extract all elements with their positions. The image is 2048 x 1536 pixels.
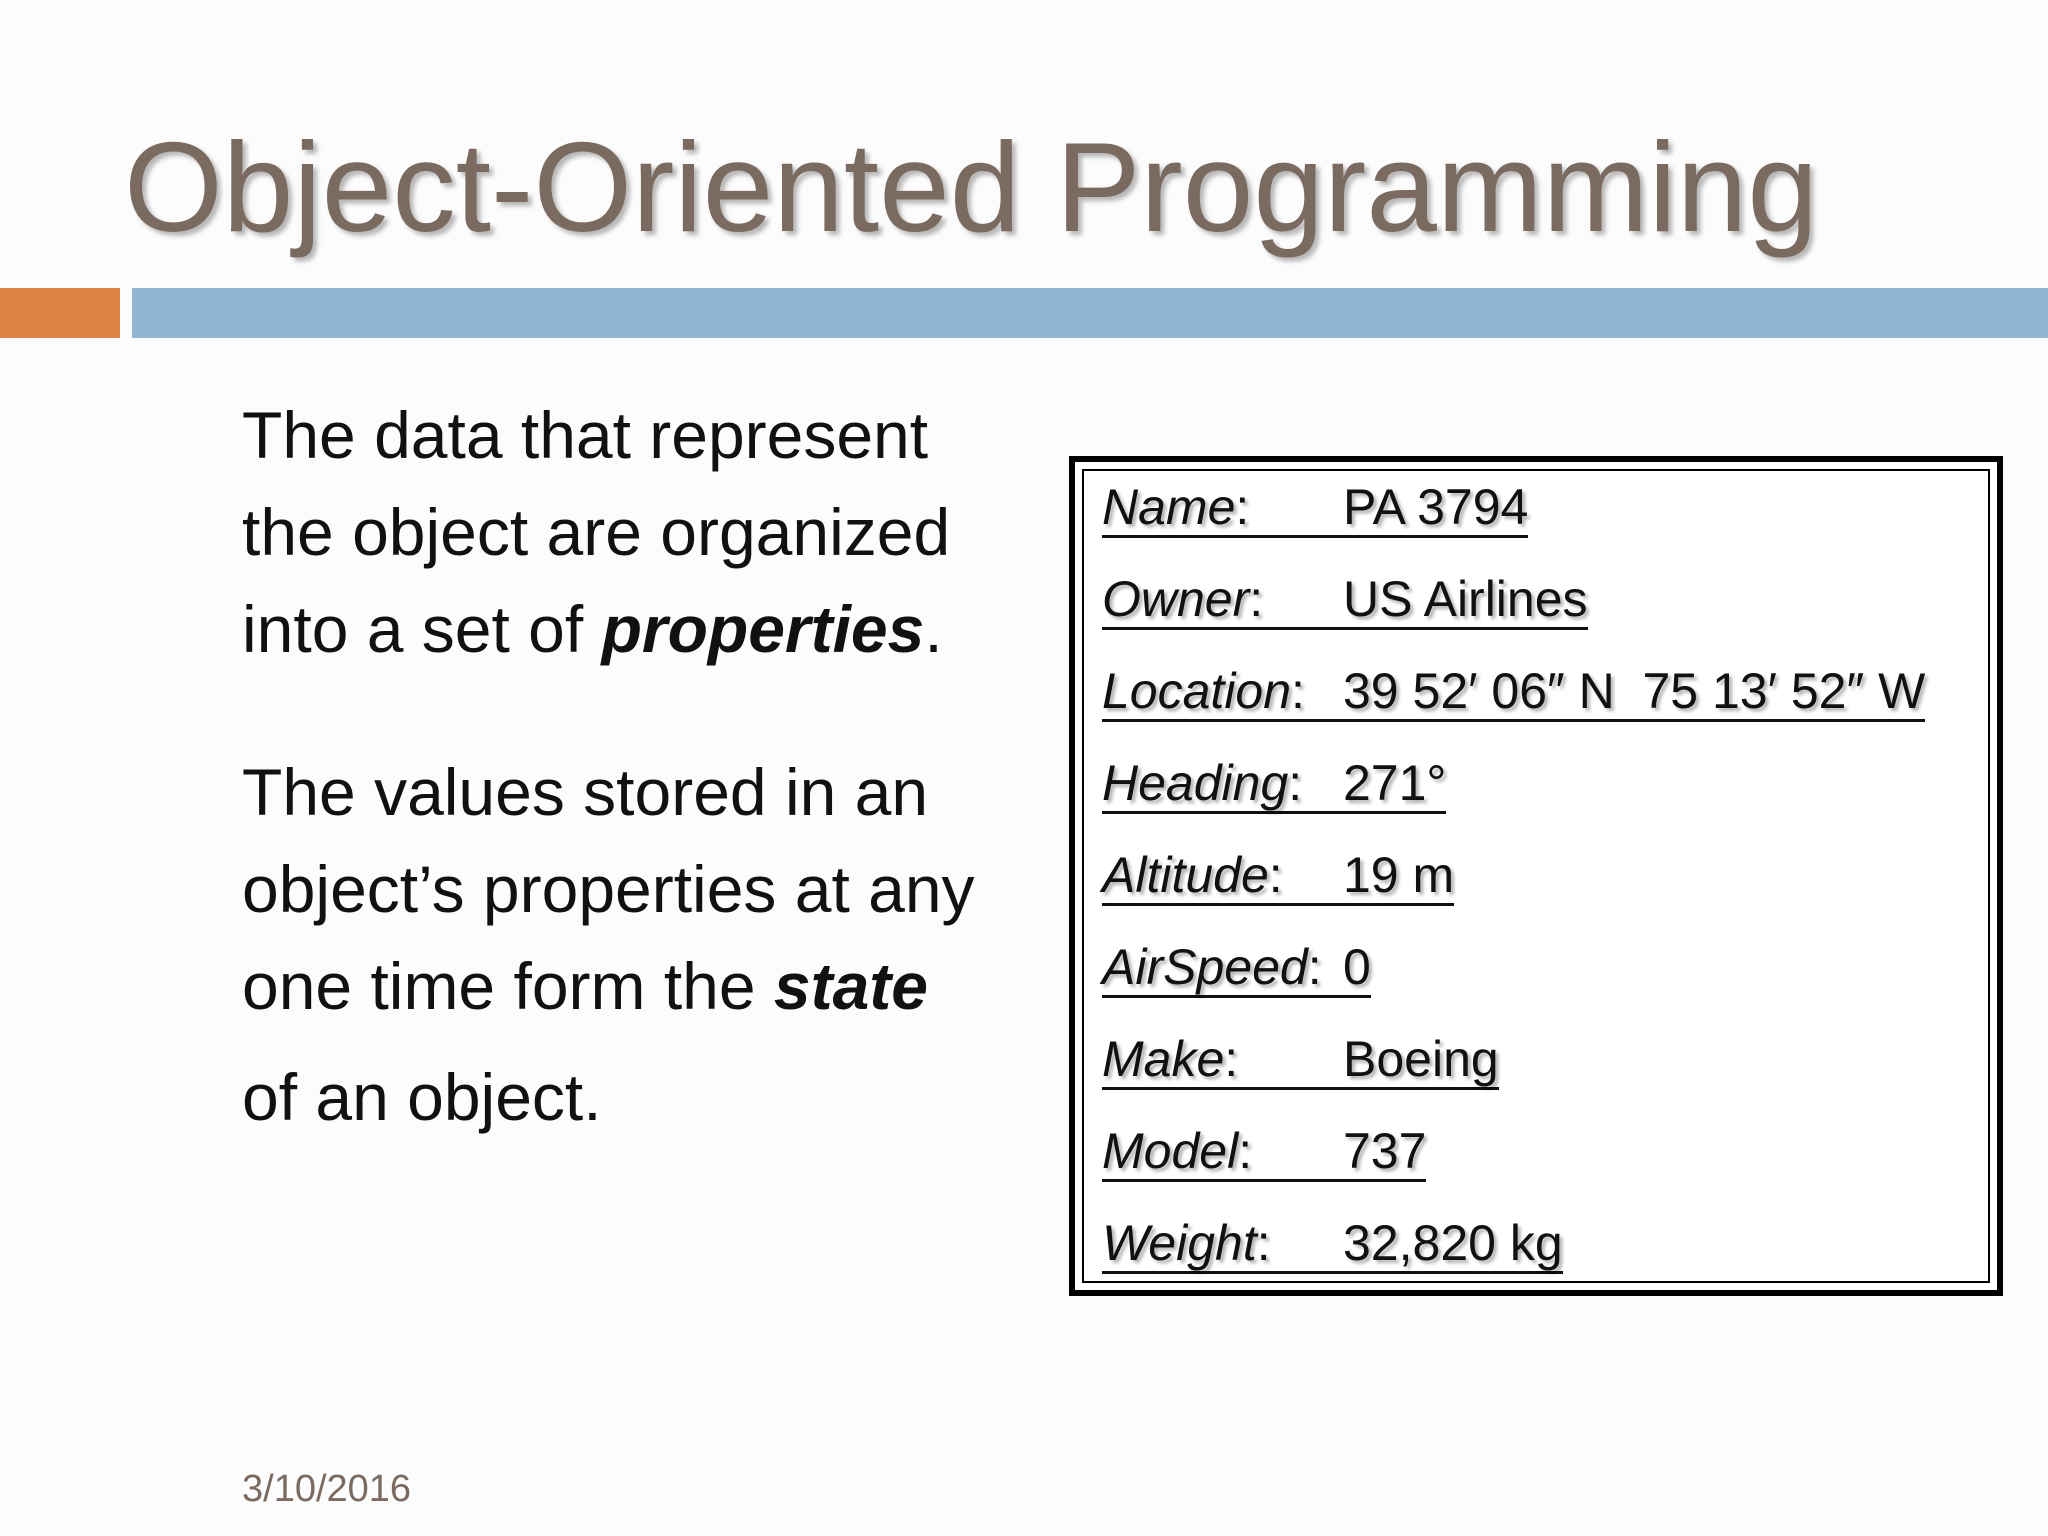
- property-label: Make: [1102, 1031, 1225, 1087]
- emphasis-state: state: [773, 949, 928, 1023]
- paragraph-state: [242, 744, 1062, 1146]
- property-row-model: Model: 737: [1102, 1123, 1426, 1182]
- paragraph-line: The values stored in an: [242, 755, 929, 829]
- paragraph-line: the object are organized: [242, 495, 951, 569]
- property-value: 271°: [1343, 755, 1447, 811]
- property-value: PA 3794: [1343, 479, 1529, 535]
- paragraph-line: object’s properties at any: [242, 852, 975, 926]
- accent-bar-blue: [132, 288, 2048, 338]
- property-label: Location: [1102, 663, 1292, 719]
- paragraph-line: of an object.: [242, 1060, 602, 1134]
- emphasis-properties: properties: [601, 592, 925, 666]
- property-label: Model: [1102, 1123, 1239, 1179]
- paragraph-line: into a set of: [242, 592, 602, 666]
- property-row-name: Name: PA 3794: [1102, 479, 1528, 538]
- property-row-heading: Heading: 271°: [1102, 755, 1446, 814]
- property-row-weight: Weight: 32,820 kg: [1102, 1215, 1563, 1274]
- property-value: 19 m: [1343, 847, 1455, 903]
- property-row-make: Make: Boeing: [1102, 1031, 1499, 1090]
- property-label: AirSpeed: [1102, 939, 1308, 995]
- paragraph-line: one time form the: [242, 949, 774, 1023]
- property-value: Boeing: [1343, 1031, 1499, 1087]
- property-label: Name: [1102, 479, 1236, 535]
- property-row-owner: Owner: US Airlines: [1102, 571, 1588, 630]
- property-value: 737: [1343, 1123, 1427, 1179]
- paragraph-punctuation: .: [924, 592, 943, 666]
- property-label: Owner: [1102, 571, 1250, 627]
- paragraph-properties: [242, 387, 1062, 678]
- property-row-airspeed: AirSpeed: 0: [1102, 939, 1371, 998]
- paragraph-line: The data that represent: [242, 398, 929, 472]
- property-value: 0: [1343, 939, 1371, 995]
- property-value: 39 52′ 06″ N 75 13′ 52″ W: [1343, 663, 1926, 719]
- property-value: 32,820 kg: [1343, 1215, 1563, 1271]
- slide-date: 3/10/2016: [242, 1468, 412, 1510]
- property-value: US Airlines: [1343, 571, 1588, 627]
- properties-box: [1069, 456, 2003, 1296]
- slide-title: Object-Oriented Programming: [124, 116, 1818, 258]
- accent-bar-orange: [0, 288, 120, 338]
- property-label: Altitude: [1102, 847, 1269, 903]
- property-label: Weight: [1102, 1215, 1257, 1271]
- property-label: Heading: [1102, 755, 1289, 811]
- property-row-location: Location: 39 52′ 06″ N 75 13′ 52″ W: [1102, 663, 1925, 722]
- property-row-altitude: Altitude: 19 m: [1102, 847, 1454, 906]
